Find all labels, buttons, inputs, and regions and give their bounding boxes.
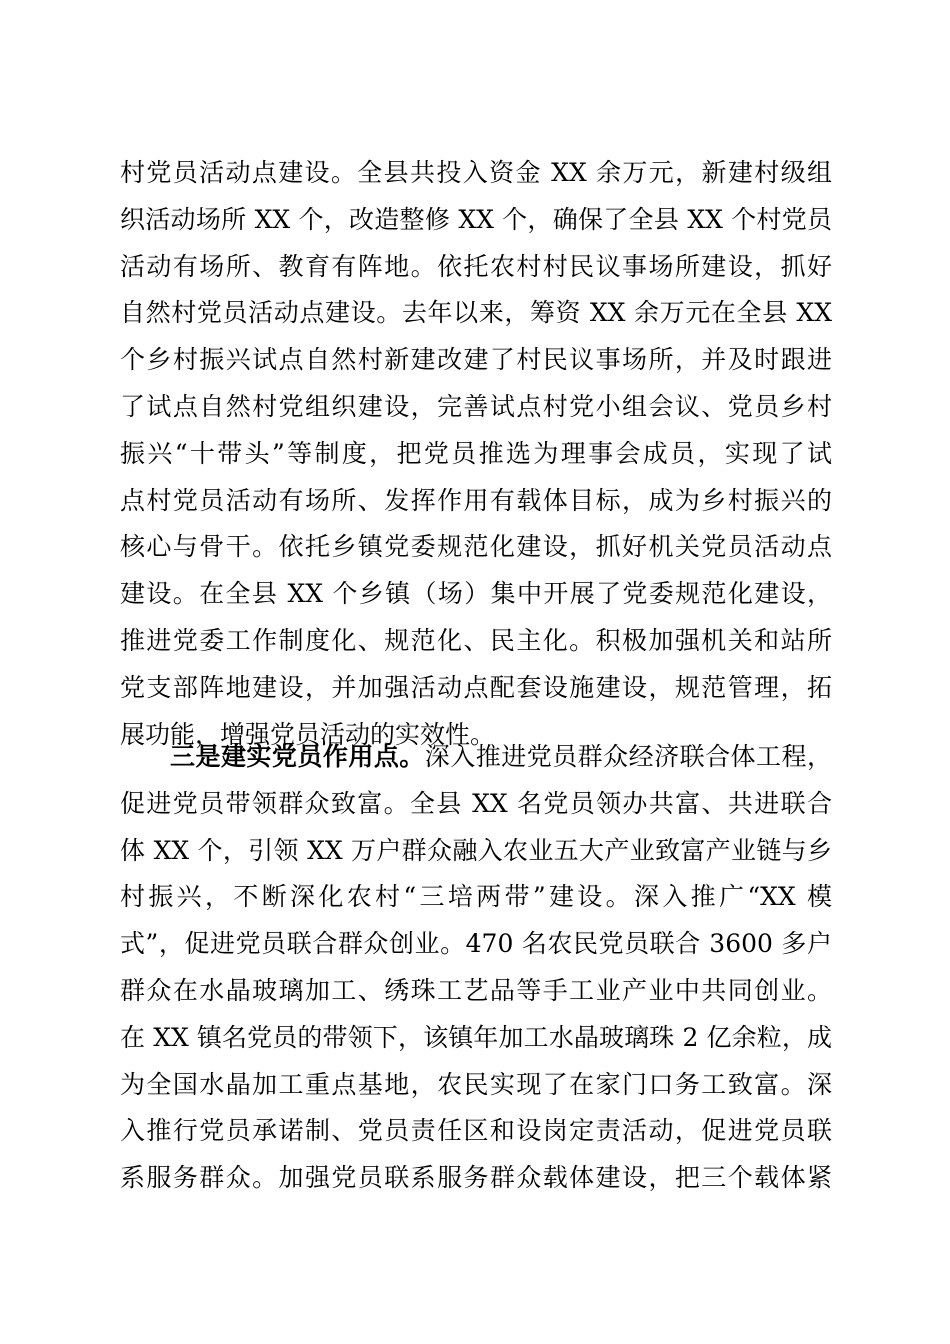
text-line: 党支部阵地建设，并加强活动点配套设施建设，规范管理，拓 [120, 672, 832, 702]
text-line: 在 XX 镇名党员的带领下，该镇年加工水晶玻璃珠 2 亿余粒，成 [120, 1022, 832, 1052]
paragraph-first-line [120, 734, 832, 781]
text-line: 村党员活动点建设。全县共投入资金 XX 余万元，新建村级组 [120, 158, 832, 187]
text-line: 群众在水晶玻璃加工、绣珠工艺品等手工业产业中共同创业。 [120, 975, 832, 1005]
text-line: 体 XX 个，引领 XX 万户群众融入农业五大产业致富产业链与乡 [120, 835, 832, 865]
text-line: 织活动场所 XX 个，改造整修 XX 个，确保了全县 XX 个村党员 [120, 204, 832, 234]
text-line: 个乡村振兴试点自然村新建改建了村民议事场所，并及时跟进 [120, 345, 832, 375]
text-line: 为全国水晶加工重点基地，农民实现了在家门口务工致富。深 [120, 1069, 832, 1099]
text-line: 促进党员带领群众致富。全县 XX 名党员领办共富、共进联合 [120, 788, 832, 818]
text-line: 建设。在全县 XX 个乡镇（场）集中开展了党委规范化建设， [120, 579, 832, 609]
text-line: 展功能，增强党员活动的实效性。 [120, 719, 496, 749]
text-line: 了试点自然村党组织建设，完善试点村党小组会议、党员乡村 [120, 391, 832, 421]
text-line: 自然村党员活动点建设。去年以来，筹资 XX 余万元在全县 XX [120, 298, 832, 328]
text-line: 村振兴，不断深化农村“三培两带”建设。深入推广“XX 模 [120, 882, 832, 912]
paragraph-heading: 三是建实党员作用点。 [170, 742, 425, 771]
text-line: 核心与骨干。依托乡镇党委规范化建设，抓好机关党员活动点 [120, 532, 832, 562]
text-line: 点村党员活动有场所、发挥作用有载体目标，成为乡村振兴的 [120, 485, 832, 515]
text-line: 式”，促进党员联合群众创业。470 名农民党员联合 3600 多户 [120, 929, 832, 959]
text-line: 振兴“十带头”等制度，把党员推选为理事会成员，实现了试 [120, 438, 832, 468]
text-line: 推进党委工作制度化、规范化、民主化。积极加强机关和站所 [120, 625, 832, 655]
text-line: 入推行党员承诺制、党员责任区和设岗定责活动，促进党员联 [120, 1116, 832, 1146]
paragraph-2 [120, 734, 832, 1202]
paragraph-first-line-text: 深入推进党员群众经济联合体工程， [424, 742, 832, 771]
paragraph-1 [120, 150, 832, 758]
text-line: 活动有场所、教育有阵地。依托农村村民议事场所建设，抓好 [120, 251, 832, 281]
text-line: 系服务群众。加强党员联系服务群众载体建设，把三个载体紧 [120, 1163, 832, 1193]
